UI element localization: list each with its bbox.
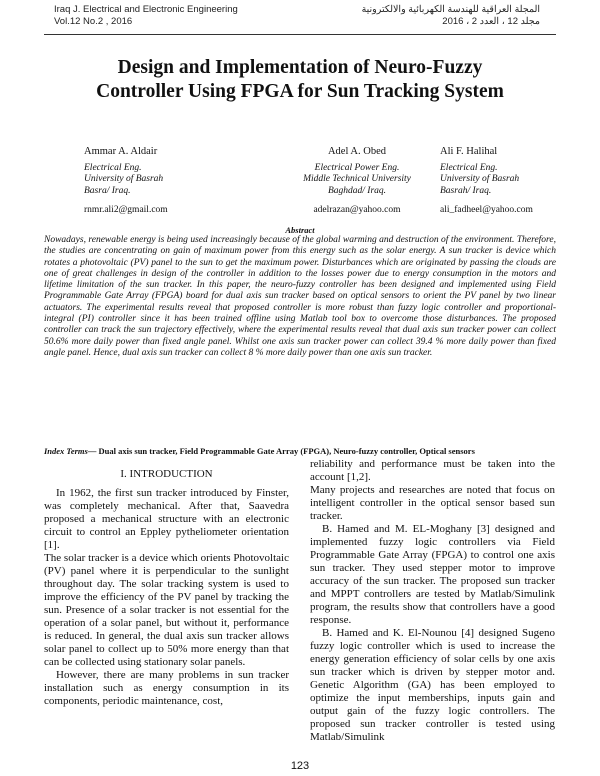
left-column: [44, 460, 289, 708]
author-email: adelrazan@yahoo.com: [313, 205, 401, 215]
index-terms-list: — Dual axis sun tracker, Field Programmable Gate Array (FPGA), Neuro-fuzzy controller, Optical sensors: [87, 446, 475, 456]
author-university: University of Basrah: [84, 174, 164, 184]
author-location: Basra/ Iraq.: [84, 185, 131, 196]
journal-volume: Vol.12 No.2 , 2016: [54, 16, 133, 27]
author-affiliation: Electrical Eng.: [84, 162, 142, 173]
index-terms: [44, 446, 556, 457]
author-email: ali_fadheel@yahoo.com: [440, 205, 533, 215]
title-line-1: Design and Implementation of Neuro-Fuzzy: [117, 57, 483, 78]
author-affiliation: Electrical Eng.: [440, 162, 498, 173]
abstract-heading: Abstract: [285, 225, 315, 235]
body-paragraph: B. Hamed and K. El-Nounou [4] designed Sugeno fuzzy logic controller which is used to increase the energy generation efficiency of solar cells by one axis sun tracker which is driven by stepper motor and. Genetic Algorithm (GA) has been employed to optimize the input memberships, inputs gain and output gain of the fuzzy logic controllers. The proposed sun tracker controller is tested using Matlab/Simulink: [310, 627, 555, 743]
author-name: Adel A. Obed: [327, 146, 387, 157]
journal-volume-arabic: مجلد 12 ، العدد 2 ، 2016: [442, 16, 540, 27]
body-paragraph: B. Hamed and M. EL-Moghany [3] designed and implemented fuzzy logic controllers via Field Programmable Gate Array (FPGA) to control one axis sun tracker. They used stepper motor to improve accuracy of the sun tracker. The proposed sun tracker and MPPT controllers are tested by Matlab/Simulink program, the results show that controllers have a good response.: [310, 523, 555, 626]
abstract-text: Nowadays, renewable energy is being used increasingly because of the global warming and destruction of the environment. Therefore, the studies are concentrating on gain of maximum power from this energy such as the solar energy. A sun tracker is device which rotates a photovoltaic (PV) panel to the sun to get the maximum power. Disturbances which are originated by passing the clouds are one of great challenges in design of the controller in addition to the losses power due to energy consumption in the motors and lifetime limitation of the sun tracker. In this paper, the neuro-fuzzy controller has been designed and implemented using Field Programmable Gate Array (FPGA) board for dual axis sun tracker based on optical sensors to orient the PV panel by two linear actuators. The experimental results reveal that proposed controller is more robust than fuzzy logic controller and proportional-integral (PI) controller since it has been trained offline using Matlab tool box to overcome those disturbances. The proposed controller can track the sun trajectory effectively, where the experimental results reveal that dual axis sun tracker power can collect 50.6% more daily power than fixed angle panel. Whilst one axis sun tracker power can collect 39.4 % more daily power than fixed angle panel. Hence, dual axis sun tracker can collect 8 % more daily power than one axis sun tracker.: [44, 235, 556, 358]
body-paragraph: reliability and performance must be taken into the account [1,2].: [310, 458, 555, 483]
author-block: [84, 146, 254, 217]
paper-title: [50, 56, 550, 104]
title-line-2: Controller Using FPGA for Sun Tracking System: [96, 81, 504, 102]
author-location: Basrah/ Iraq.: [440, 185, 492, 196]
author-email: rnmr.ali2@gmail.com: [84, 205, 168, 215]
journal-header-left: [54, 4, 238, 28]
section-heading: I. INTRODUCTION: [120, 468, 213, 480]
index-terms-label: Index Terms: [44, 446, 88, 456]
body-paragraph: Many projects and researches are noted that focus on intelligent controller in the optical sensor based sun tracker.: [310, 484, 555, 522]
body-paragraph: However, there are many problems in sun tracker installation such as energy consumption in its components, periodic maintenance, cost,: [44, 669, 289, 707]
author-affiliation: Electrical Power Eng.: [314, 162, 400, 173]
body-paragraph: The solar tracker is a device which orients Photovoltaic (PV) panel where it is perpendicular to the sunlight throughout day. The solar tracking system is used to improve the efficiency of the PV panel by tracking the sun. Presence of a solar tracker is not essential for the operation of a solar panel, but without it, performance is reduced. In general, the dual axis sun tracker allows solar panel to collect up to 50% more energy than that can be collected using stationary solar panels.: [44, 552, 289, 668]
author-name: Ali F. Halihal: [440, 146, 498, 157]
author-university: Middle Technical University: [303, 174, 411, 184]
author-block: [440, 146, 600, 217]
header-rule: [44, 34, 556, 35]
author-name: Ammar A. Aldair: [84, 146, 158, 157]
page-number: 123: [290, 760, 310, 772]
author-block: [272, 146, 442, 217]
journal-header-right: [362, 4, 540, 28]
body-paragraph: In 1962, the first sun tracker introduced by Finster, was completely mechanical. After that, Saavedra proposed a mechanical structure with an electronic circuit to control an Eppley pytheliometer orientation [1].: [44, 487, 289, 551]
journal-name: Iraq J. Electrical and Electronic Engineering: [54, 4, 238, 15]
right-column: [310, 458, 555, 744]
journal-name-arabic: المجلة العراقية للهندسة الكهربائية والالكترونية: [361, 4, 540, 15]
author-university: University of Basrah: [440, 174, 520, 184]
author-location: Baghdad/ Iraq.: [327, 185, 387, 196]
